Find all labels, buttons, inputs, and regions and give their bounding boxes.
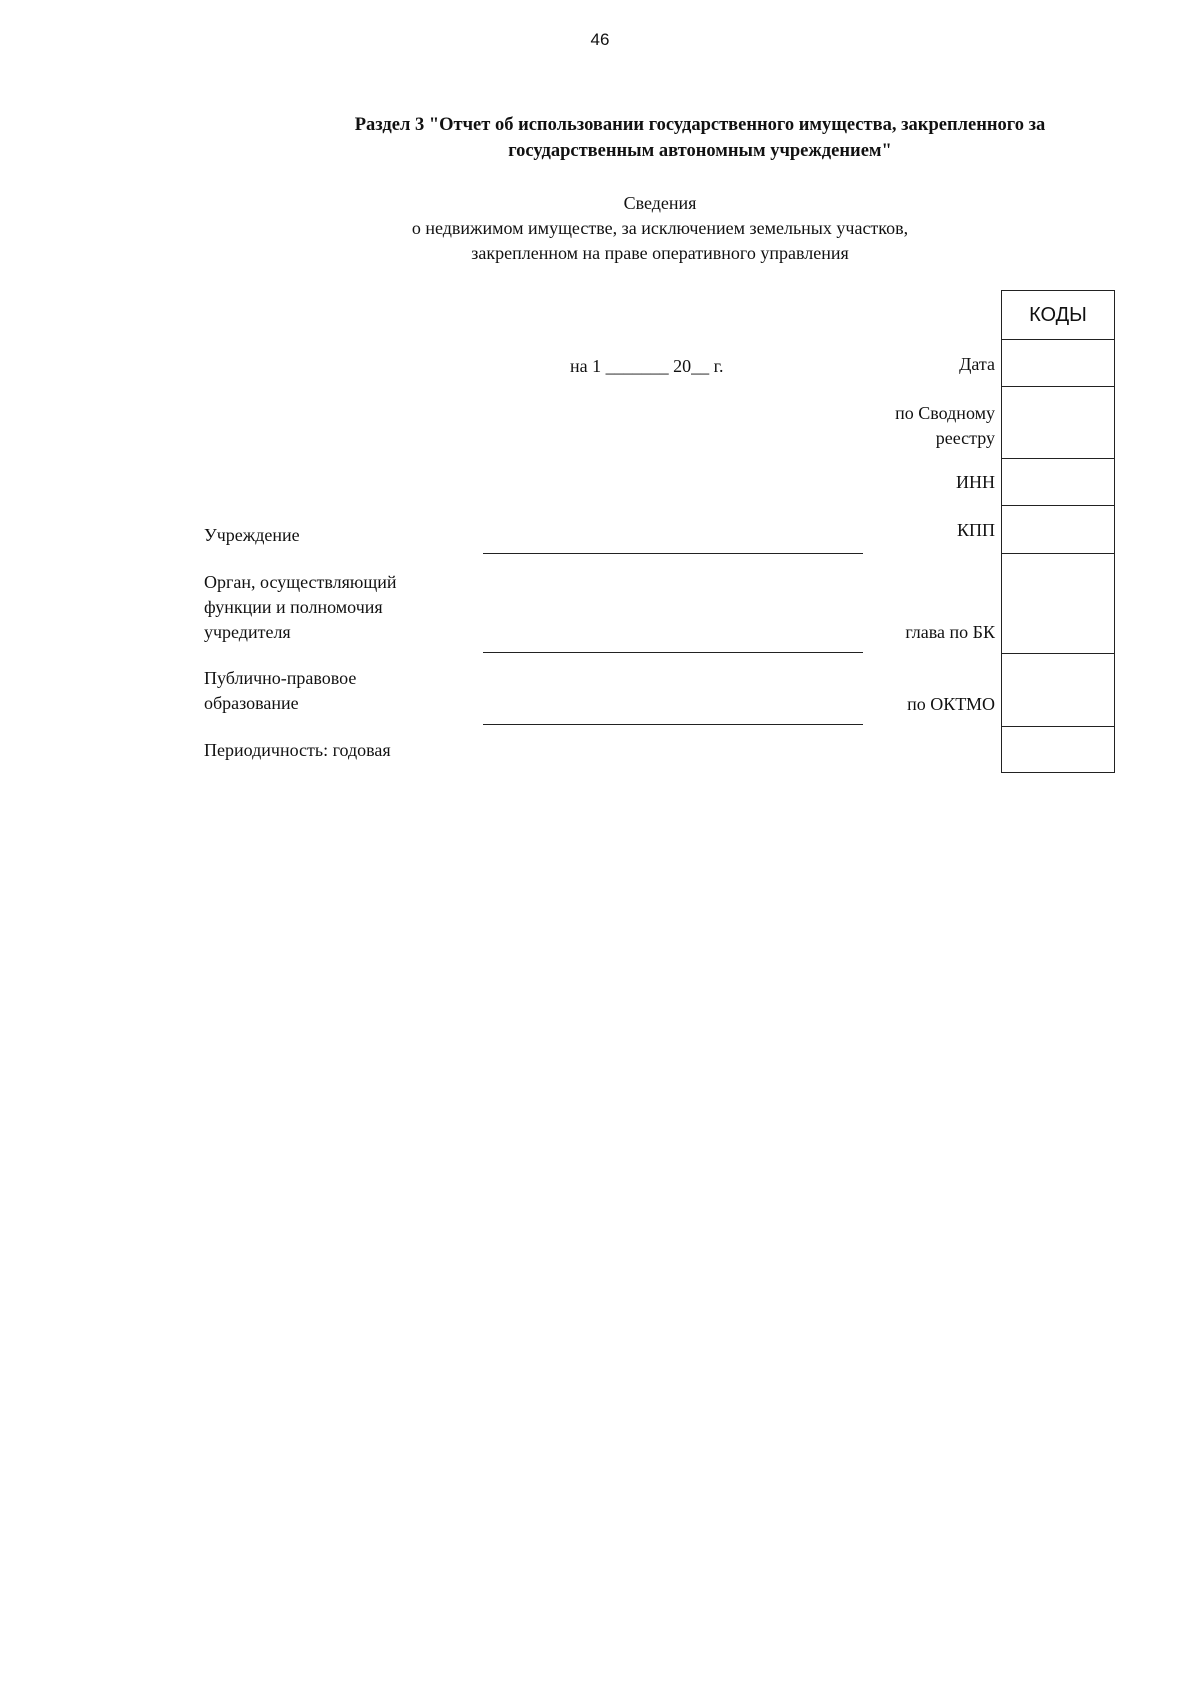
kpp-label: КПП	[956, 520, 995, 540]
report-date-line: на 1 _______ 20__ г.	[570, 356, 724, 376]
code-cell-inn[interactable]	[1002, 458, 1114, 505]
codes-header: КОДЫ	[1029, 303, 1087, 326]
oktmo-label: по ОКТМО	[907, 694, 995, 714]
public-entity-label-line-1: Публично-правовое	[204, 668, 357, 688]
registry-label-line-1: по Сводному	[895, 403, 995, 423]
code-cell-date[interactable]	[1002, 339, 1114, 386]
founder-field[interactable]	[483, 652, 863, 653]
founder-label-line-3: учредителя	[204, 622, 291, 642]
public-entity-label-line-2: образование	[204, 693, 299, 713]
institution-field[interactable]	[483, 553, 863, 554]
code-cell-periodicity[interactable]	[1002, 726, 1114, 772]
bk-chapter-label: глава по БК	[905, 622, 995, 642]
code-cell-registry[interactable]	[1002, 386, 1114, 458]
subtitle-line-2: о недвижимом имуществе, за исключением земельных участков,	[411, 218, 909, 238]
code-cell-kpp[interactable]	[1002, 505, 1114, 553]
form-subtitle	[260, 191, 1060, 266]
section-title	[250, 112, 1150, 164]
code-cell-oktmo[interactable]	[1002, 653, 1114, 726]
codes-table	[1001, 290, 1115, 773]
subtitle-line-1: Сведения	[623, 193, 697, 213]
registry-label-line-2: реестру	[935, 428, 995, 448]
subtitle-line-3: закрепленном на праве оперативного управления	[471, 243, 849, 263]
founder-label-line-2: функции и полномочия	[204, 597, 383, 617]
public-entity-field[interactable]	[483, 724, 863, 725]
section-title-line-2: государственным автономным учреждением"	[508, 141, 892, 161]
code-cell-bk-chapter[interactable]	[1002, 553, 1114, 653]
page-number: 46	[590, 30, 610, 49]
founder-label-line-1: Орган, осуществляющий	[204, 572, 397, 592]
institution-label: Учреждение	[204, 525, 300, 545]
date-label: Дата	[959, 354, 995, 374]
section-title-line-1: Раздел 3 "Отчет об использовании государственного имущества, закрепленного за	[354, 115, 1046, 135]
inn-label: ИНН	[956, 472, 995, 492]
periodicity-label: Периодичность: годовая	[204, 740, 391, 760]
